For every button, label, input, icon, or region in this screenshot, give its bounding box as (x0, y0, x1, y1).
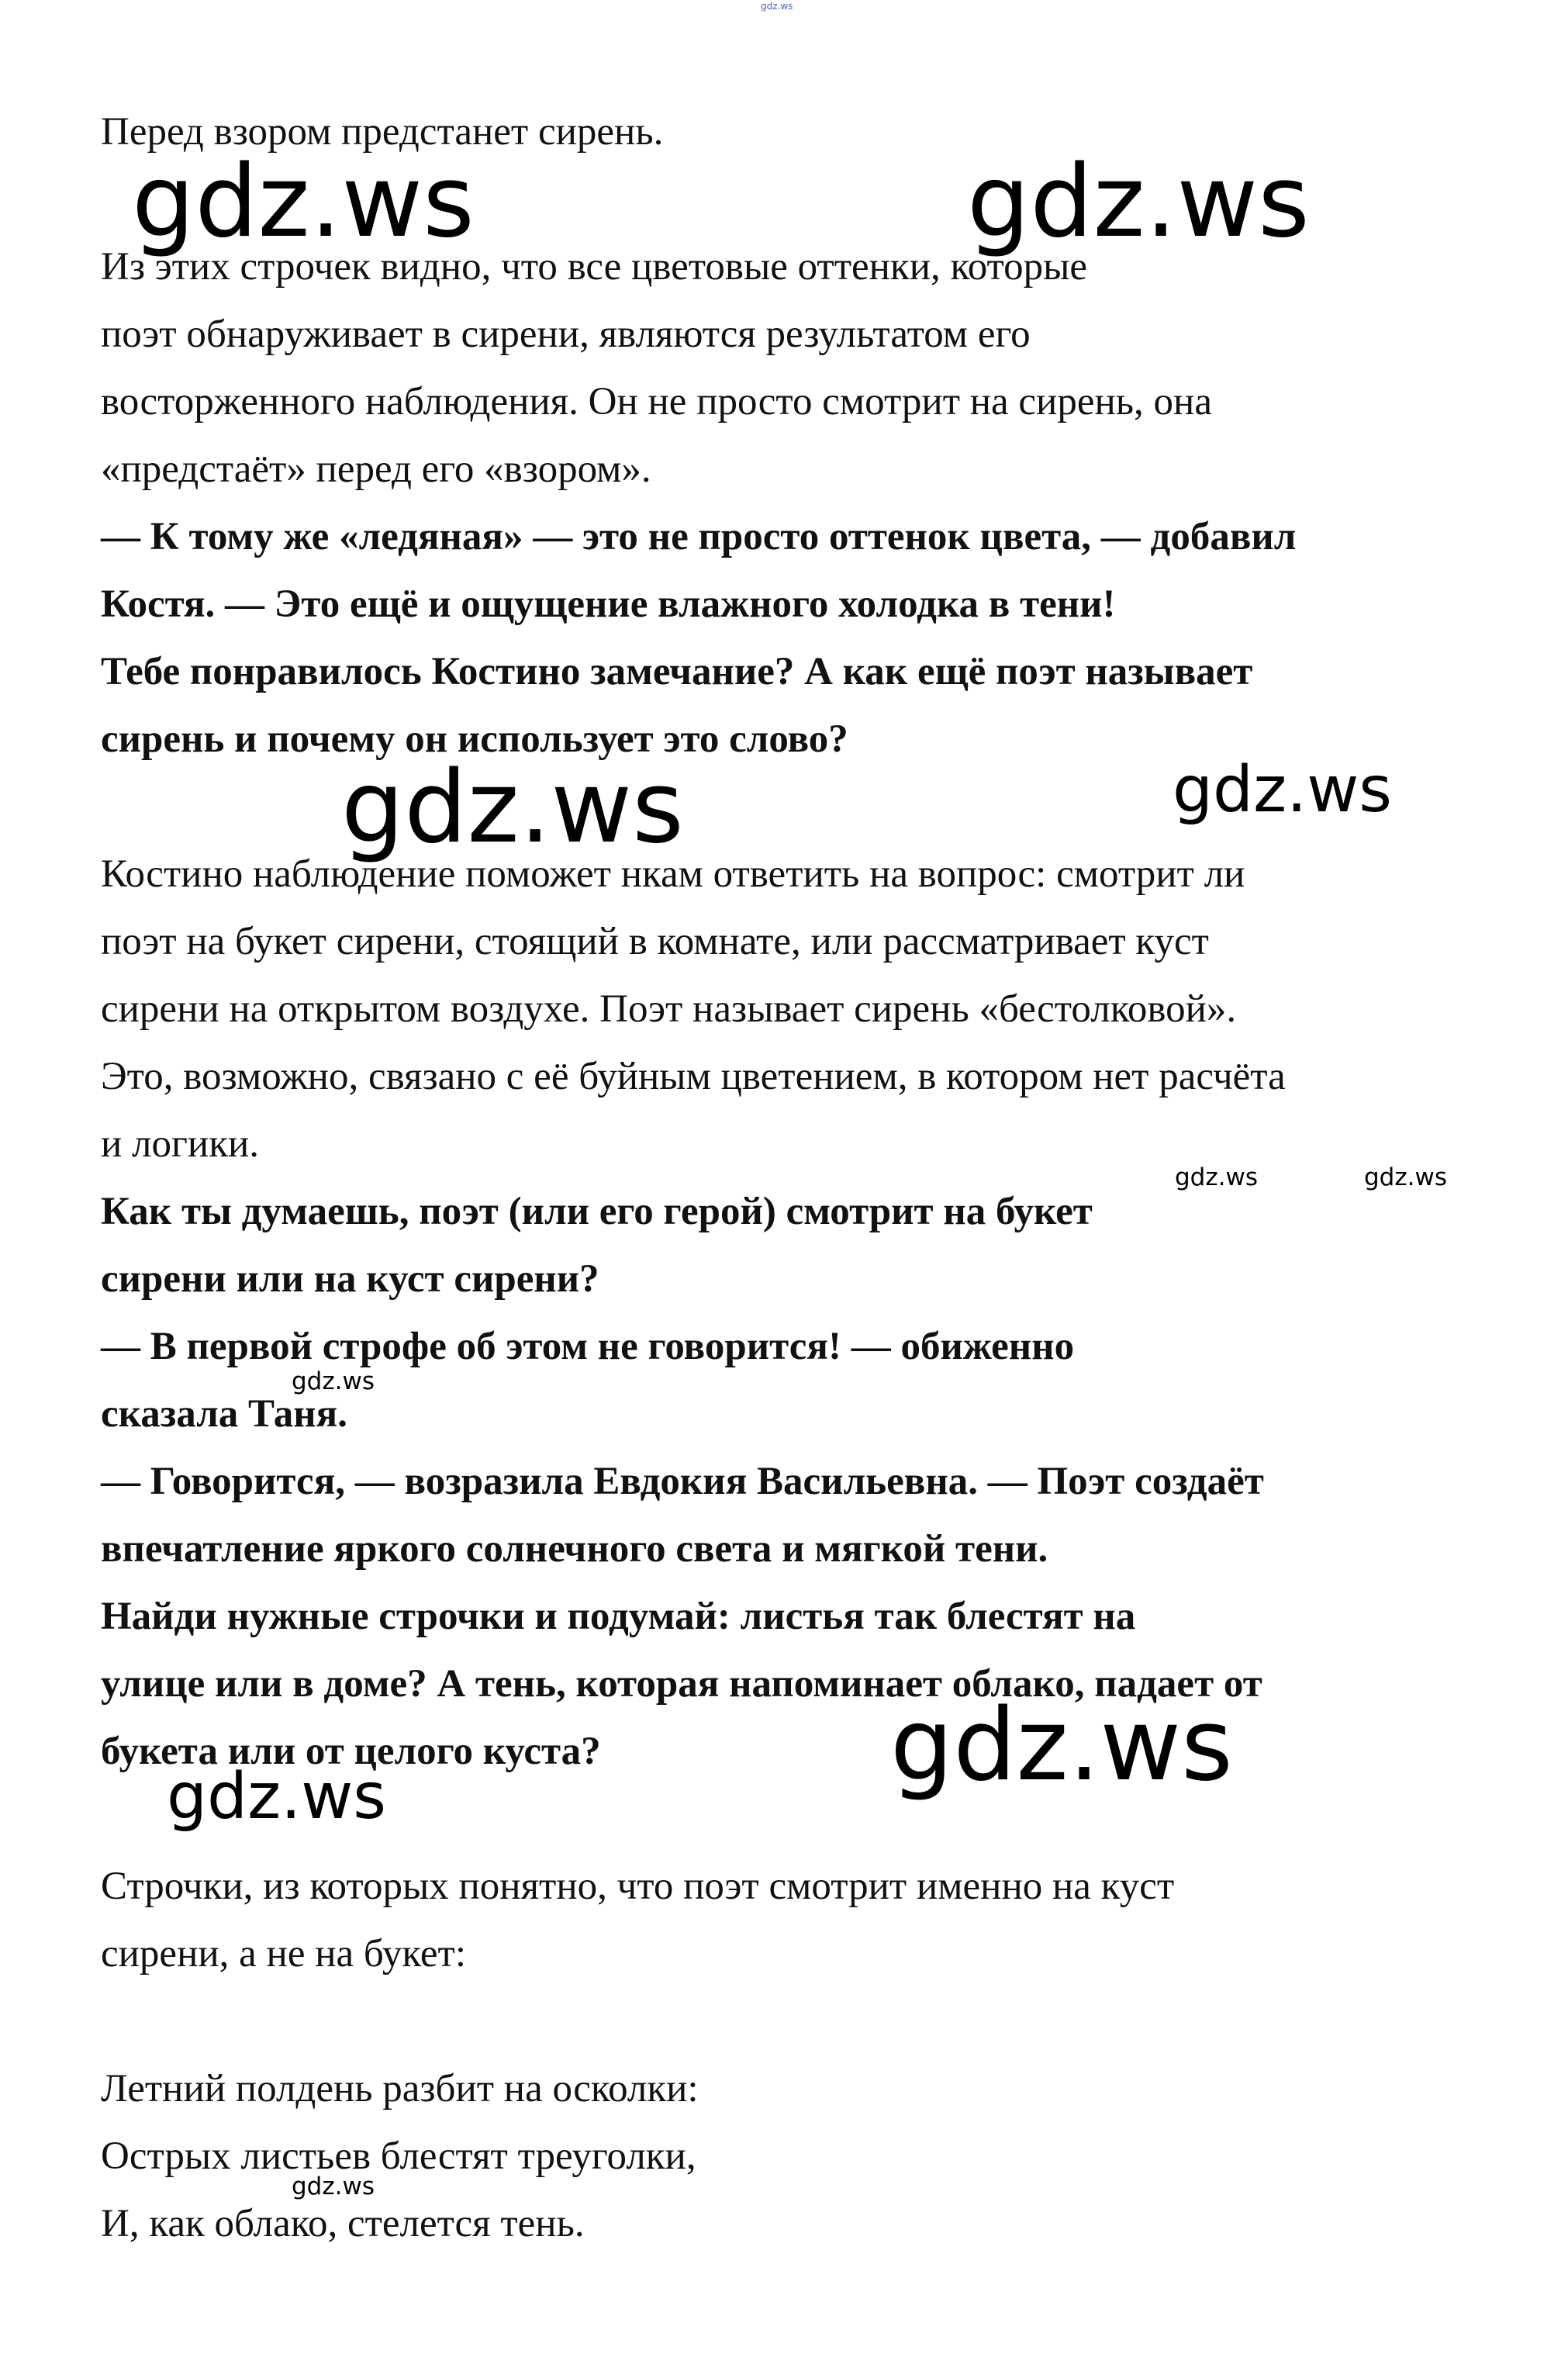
watermark: gdz.ws (132, 144, 475, 260)
text-line-bold: — Говорится, — возразила Евдокия Васильевна. — Поэт создаёт (101, 1460, 1264, 1503)
watermark: gdz.ws (1364, 1163, 1447, 1191)
watermark: gdz.ws (890, 1688, 1233, 1803)
text-line-bold: — К тому же «ледяная» — это не просто оттенок цвета, — добавил (101, 515, 1297, 558)
text-line-bold: сирени или на куст сирени? (101, 1257, 599, 1301)
text-line-bold: впечатление яркого солнечного света и мягкой тени. (101, 1527, 1048, 1571)
poem-line: Острых листьев блестят треуголки, (101, 2135, 696, 2178)
watermark: gdz.ws (1175, 1163, 1258, 1191)
text-line-bold: улице или в доме? А тень, которая напоминает облако, падает от (101, 1662, 1262, 1706)
text-line-bold: Найди нужные строчки и подумай: листья так блестят на (101, 1595, 1136, 1638)
text-line: поэт обнаруживает в сирени, являются результатом его (101, 313, 1031, 356)
watermark: gdz.ws (292, 1367, 375, 1395)
text-line-bold: Костя. — Это ещё и ощущение влажного холодка в тени! (101, 582, 1116, 626)
text-line: поэт на букет сирени, стоящий в комнате, или рассматривает куст (101, 920, 1209, 963)
text-line-bold: сирень и почему он использует это слово? (101, 717, 848, 761)
text-line-bold: Тебе понравилось Костино замечание? А как ещё поэт называет (101, 650, 1253, 693)
text-line-bold: букета или от целого куста? (101, 1730, 601, 1773)
poem-line: И, как облако, стелется тень. (101, 2202, 585, 2245)
watermark: gdz.ws (167, 1760, 386, 1834)
text-line-bold: — В первой строфе об этом не говорится! — обиженно (101, 1325, 1075, 1368)
watermark: gdz.ws (1173, 753, 1392, 827)
text-line: Перед взором предстанет сирень. (101, 110, 664, 154)
text-line: Из этих строчек видно, что все цветовые оттенки, которые (101, 245, 1088, 289)
watermark-top: gdz.ws (761, 1, 793, 12)
text-line: «предстаёт» перед его «взором». (101, 448, 651, 491)
text-line-bold: Как ты думаешь, поэт (или его герой) смотрит на букет (101, 1190, 1093, 1233)
text-line: Строчки, из которых понятно, что поэт смотрит именно на куст (101, 1865, 1175, 1908)
poem-line: Летний полдень разбит на осколки: (101, 2067, 699, 2110)
text-line-bold: сказала Таня. (101, 1392, 348, 1436)
text-line: и логики. (101, 1122, 260, 1166)
watermark: gdz.ws (967, 144, 1310, 260)
text-line: Это, возможно, связано с её буйным цветением, в котором нет расчёта (101, 1055, 1286, 1098)
text-line: сирени на открытом воздухе. Поэт называет сирень «бестолковой». (101, 987, 1237, 1031)
text-line: восторженного наблюдения. Он не просто смотрит на сирень, она (101, 380, 1212, 423)
watermark: gdz.ws (341, 750, 684, 866)
watermark: gdz.ws (292, 2173, 375, 2200)
text-line: Костино наблюдение поможет нкам ответить на вопрос: смотрит ли (101, 852, 1245, 896)
text-line: сирени, а не на букет: (101, 1932, 467, 1976)
